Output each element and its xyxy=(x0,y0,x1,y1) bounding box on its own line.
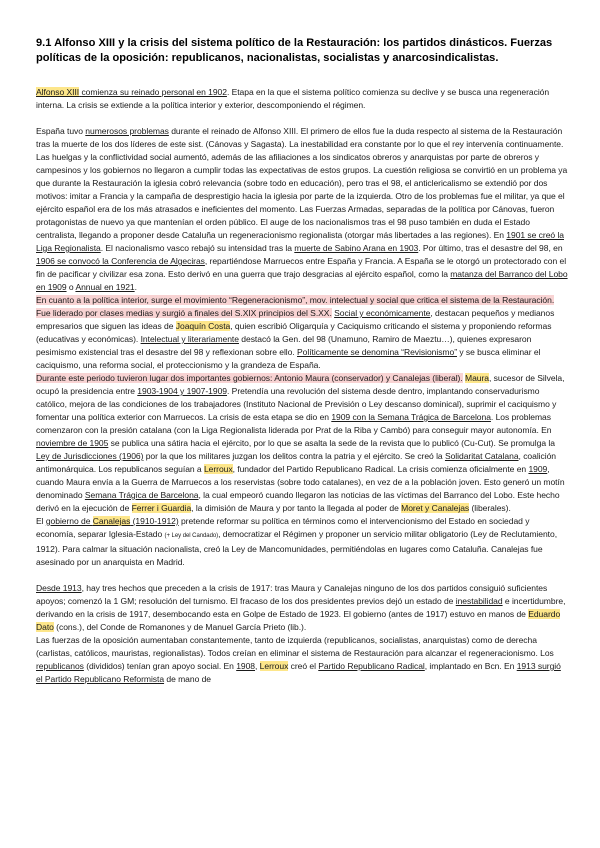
text-run: durante el reinado de Alfonso XIII. El primero de ellos fue la duda respecto al sistema de la Restauración tras la muerte de los dos líderes de este sist. (Cánovas y Sagasta). La inestabilidad era constante por lo que el rey intervenía continuamente. Las huelgas y la conflictividad social aumentó, además de las afiliaciones a los sindicatos obreros y anarquistas por parte de obreros y campesinos y los gobiernos no llegaron a cumplir todas las expectativas de estos grupos. La cuestión religiosa se convirtió en un problema ya que durante la Restauración la iglesia cobró relevancia (sobre todo en educación), pero tras el 98, el anticlericalismo se extendió por dos motivos: imitar a Francia y la campaña de desprestigio hacia la iglesia por parte de la izquierda. Otro de los problemas fue el militar, ya que el ejército español era de los más atrasados e ineficientes del momento. Las Fuerzas Armadas, separadas de la política por Cánovas, fueron protagonistas de nuevo ya que mantenían el orden público. El auge de los nacionalismos tras el 98 puso también en duda el Estado centralista, llegando a proponer desde Cataluña un regeneracionismo regionalista (otorgar más libertades a las regiones). En xyxy=(36,126,568,240)
text-run: , la dimisión de Maura y por tanto la llegada al poder de xyxy=(191,503,402,513)
highlighted-name: Alfonso XIII xyxy=(36,87,80,97)
underlined-phrase: noviembre de 1905 xyxy=(36,438,109,448)
text-run: . Pretendía una revolución del sistema desde dentro, implantando conservadurismo católico, mejora de las condiciones de los trabajadores (Instituto Nacional de Previsión o Ley descanso dominical), suprimir el caciquismo y fomentar una política exterior con Marruecos. La crisis de esta etapa se dio en xyxy=(36,386,557,422)
highlighted-name: Maura xyxy=(465,373,489,383)
underlined-phrase: Ley de Jurisdicciones (1906) xyxy=(36,451,144,461)
text-run: , democratizar el Régimen y proponer un servicio militar obligatorio (Ley de Reclutamiento, 1912). Para calmar la situación nacionalista, creó la Ley de Mancomunidades, permitiéndolas en lugares como Cataluña. Canalejas fue asesinado por un anarquista en Madrid. xyxy=(36,529,558,567)
highlighted-name: Ferrer i Guardia xyxy=(131,503,192,513)
highlighted-name: Moret y Canalejas xyxy=(401,503,470,513)
text-run: , quien escribió Oligarquía y Caciquismo criticando el sistema y proponiendo reformas (educativas y económicas). xyxy=(36,321,552,344)
underlined-phrase: matanza del Barranco del Lobo en 1909 xyxy=(36,269,568,292)
underlined-phrase: 1909 con la Semana Trágica de Barcelona xyxy=(331,412,491,422)
text-run: El xyxy=(36,516,46,526)
body-paragraph xyxy=(36,125,568,294)
text-run: se publica una sátira hacia el ejército, por lo que se asalta la sede de la revista que lo publicó (Cu-Cut). Se promulga la xyxy=(108,438,555,448)
text-run: , implantado en Bcn. En xyxy=(424,661,517,671)
text-run: y se busca eliminar el caciquismo, una reforma social, el proteccionismo y la grandeza de España. xyxy=(36,347,541,370)
underlined-phrase: Annual en 1921 xyxy=(75,282,135,292)
underlined-phrase: Políticamente se denomina “Revisionismo” xyxy=(297,347,458,357)
text-run: . Por último, tras el desastre del 98, en xyxy=(418,243,563,253)
underlined-phrase: gobierno de xyxy=(45,516,93,526)
underlined-phrase: 1913 surgió el Partido Republicano Reformista xyxy=(36,661,561,684)
text-run: , hay tres hechos que preceden a la crisis de 1917: tras Maura y Canalejas ninguno de los dos partidos consiguió suficientes apoyos; comenzó la 1 GM; resolución del turnismo. El fracaso de los dos presidentes previos dejó un estado de xyxy=(36,583,548,606)
text-run: . El nacionalismo vasco rebajó su intensidad tras la xyxy=(100,243,295,253)
text-run: (liberales). xyxy=(469,503,511,513)
underlined-phrase: 1906 se convocó la Conferencia de Algeciras xyxy=(36,256,205,266)
highlighted-name: Joaquín Costa xyxy=(175,321,231,331)
underlined-phrase: Solidaritat Catalana xyxy=(444,451,519,461)
text-run: , repartiéndose Marruecos entre España y Francia. A España se le otorgó un protectorado con el fin de pacificar y civilizar esa zona. Esto derivó en una guerra que trajo desgracias al ejército español, como la xyxy=(36,256,567,279)
text-run: o xyxy=(66,282,76,292)
highlighted-name: Canalejas xyxy=(92,516,131,526)
underlined-phrase: 1901 se creó la Liga Regionalista xyxy=(36,230,564,253)
text-run: (divididos) tenían gran apoyo social. En xyxy=(83,661,237,671)
paragraph-gap xyxy=(36,569,568,582)
text-run: (cons.), del Conde de Romanones y de Manuel García Prieto (lib.). xyxy=(53,622,307,632)
body-paragraph xyxy=(36,86,568,112)
document-title: 9.1 Alfonso XIII y la crisis del sistema político de la Restauración: los partidos dinásticos. Fuerzas políticas de la oposición: republicanos, nacionalistas, socialistas y anarcosindicalistas. xyxy=(36,37,553,64)
underlined-phrase: numerosos problemas xyxy=(85,126,169,136)
document-body xyxy=(36,86,568,686)
text-run: Las fuerzas de la oposición aumentaban constantemente, tanto de izquierda (republicanos, socialistas, anarquistas) como de derecha (carlistas, católicos, mauristas, regionalistas). Todos creían en eliminar el sistema de Restauración para alcanzar el regeneracionismo. Los xyxy=(36,635,554,658)
text-run: , la cual empeoró cuando llegaron las noticias de las víctimas del Barranco del Lobo. Este hecho derivó en la ejecución de xyxy=(36,490,560,513)
underlined-phrase: 1908 xyxy=(236,661,256,671)
underlined-phrase: inestabilidad xyxy=(455,596,503,606)
text-run: . Los problemas comenzaron con la presión catalana (con la Liga Regionalista liderada por Prat de la Riba y Cambó) para conseguir mayor autonomía. En xyxy=(36,412,552,435)
underlined-phrase: republicanos xyxy=(36,661,84,671)
small-note: (+ Ley del Candado) xyxy=(164,533,219,539)
underlined-phrase: Intelectual y literariamente xyxy=(140,334,239,344)
text-run: . Etapa en la que el sistema político comienza su declive y se busca una regeneración interna. La crisis se extiende a la política interior y exterior, descomponiendo el régimen. xyxy=(36,87,550,110)
highlighted-name: Lerroux xyxy=(203,464,233,474)
text-run: , coalición antimonárquica. Los republicanos seguían a xyxy=(36,451,557,474)
text-run: por la que los militares juzgan los delitos contra la patria y el ejército. Se creó la xyxy=(143,451,445,461)
highlighted-name: Eduardo Dato xyxy=(36,609,561,632)
highlighted-sentence: En cuanto a la política interior, surge el movimiento “Regeneracionismo”, mov. intelectual y social que critica el sistema de la Restauración. Fue liderado por clases medias y surgió a finales del S.XIX principios del S.XX. xyxy=(36,295,555,318)
text-run: destacó la Gen. del 98 (Unamuno, Ramiro de Maeztu…), quienes expresaron pesimismo existencial tras el desastre del 98 y reflexionan sobre ello. xyxy=(36,334,532,357)
paragraph-gap xyxy=(36,112,568,125)
text-run: creó el xyxy=(288,661,319,671)
underlined-phrase: comienza su reinado personal en 1902 xyxy=(81,87,227,97)
body-paragraph xyxy=(36,515,568,569)
underlined-phrase: (1910-1912) xyxy=(130,516,179,526)
text-run: , cuando Maura envía a la Guerra de Marruecos a los reservistas (sobre todo catalanes), en vez de a la población joven. Esto generó un motín denominado xyxy=(36,464,565,500)
text-run: , fundador del Partido Republicano Radical. La crisis comienza oficialmente en xyxy=(232,464,529,474)
text-run: , xyxy=(255,661,260,671)
underlined-phrase: Partido Republicano Radical xyxy=(318,661,425,671)
text-run: pretende reformar su política en términos como el intervencionismo del Estado en sociedad y economía, separar Iglesia-Estado xyxy=(36,516,530,539)
underlined-phrase: Desde 1913 xyxy=(36,583,82,593)
body-paragraph xyxy=(36,372,568,515)
text-run: . xyxy=(134,282,137,292)
body-paragraph xyxy=(36,582,568,634)
highlighted-name: Lerroux xyxy=(259,661,289,671)
text-run: , destacan pequeños y medianos empresarios que siguen las ideas de xyxy=(36,308,555,331)
text-run: , sucesor de Silvela, ocupó la presidencia entre xyxy=(36,373,565,396)
text-run: e incertidumbre, derivando en la crisis de 1917, desembocando esta en Golpe de Estado de 1923. El gobierno (antes de 1917) estuvo en manos de xyxy=(36,596,566,619)
underlined-phrase: 1909 xyxy=(528,464,548,474)
text-run: España tuvo xyxy=(36,126,86,136)
highlighted-sentence: Durante este periodo tuvieron lugar dos importantes gobiernos: Antonio Maura (conservador) y Canalejas (liberal). xyxy=(36,373,463,383)
underlined-phrase: Social y económicamente xyxy=(334,308,431,318)
underlined-phrase: 1903-1904 y 1907-1909 xyxy=(137,386,228,396)
document-page xyxy=(36,36,568,686)
underlined-phrase: muerte de Sabino Arana en 1903 xyxy=(294,243,419,253)
text-run: de mano de xyxy=(164,674,212,684)
body-paragraph xyxy=(36,294,568,372)
underlined-phrase: Semana Trágica de Barcelona xyxy=(84,490,199,500)
body-paragraph xyxy=(36,634,568,686)
